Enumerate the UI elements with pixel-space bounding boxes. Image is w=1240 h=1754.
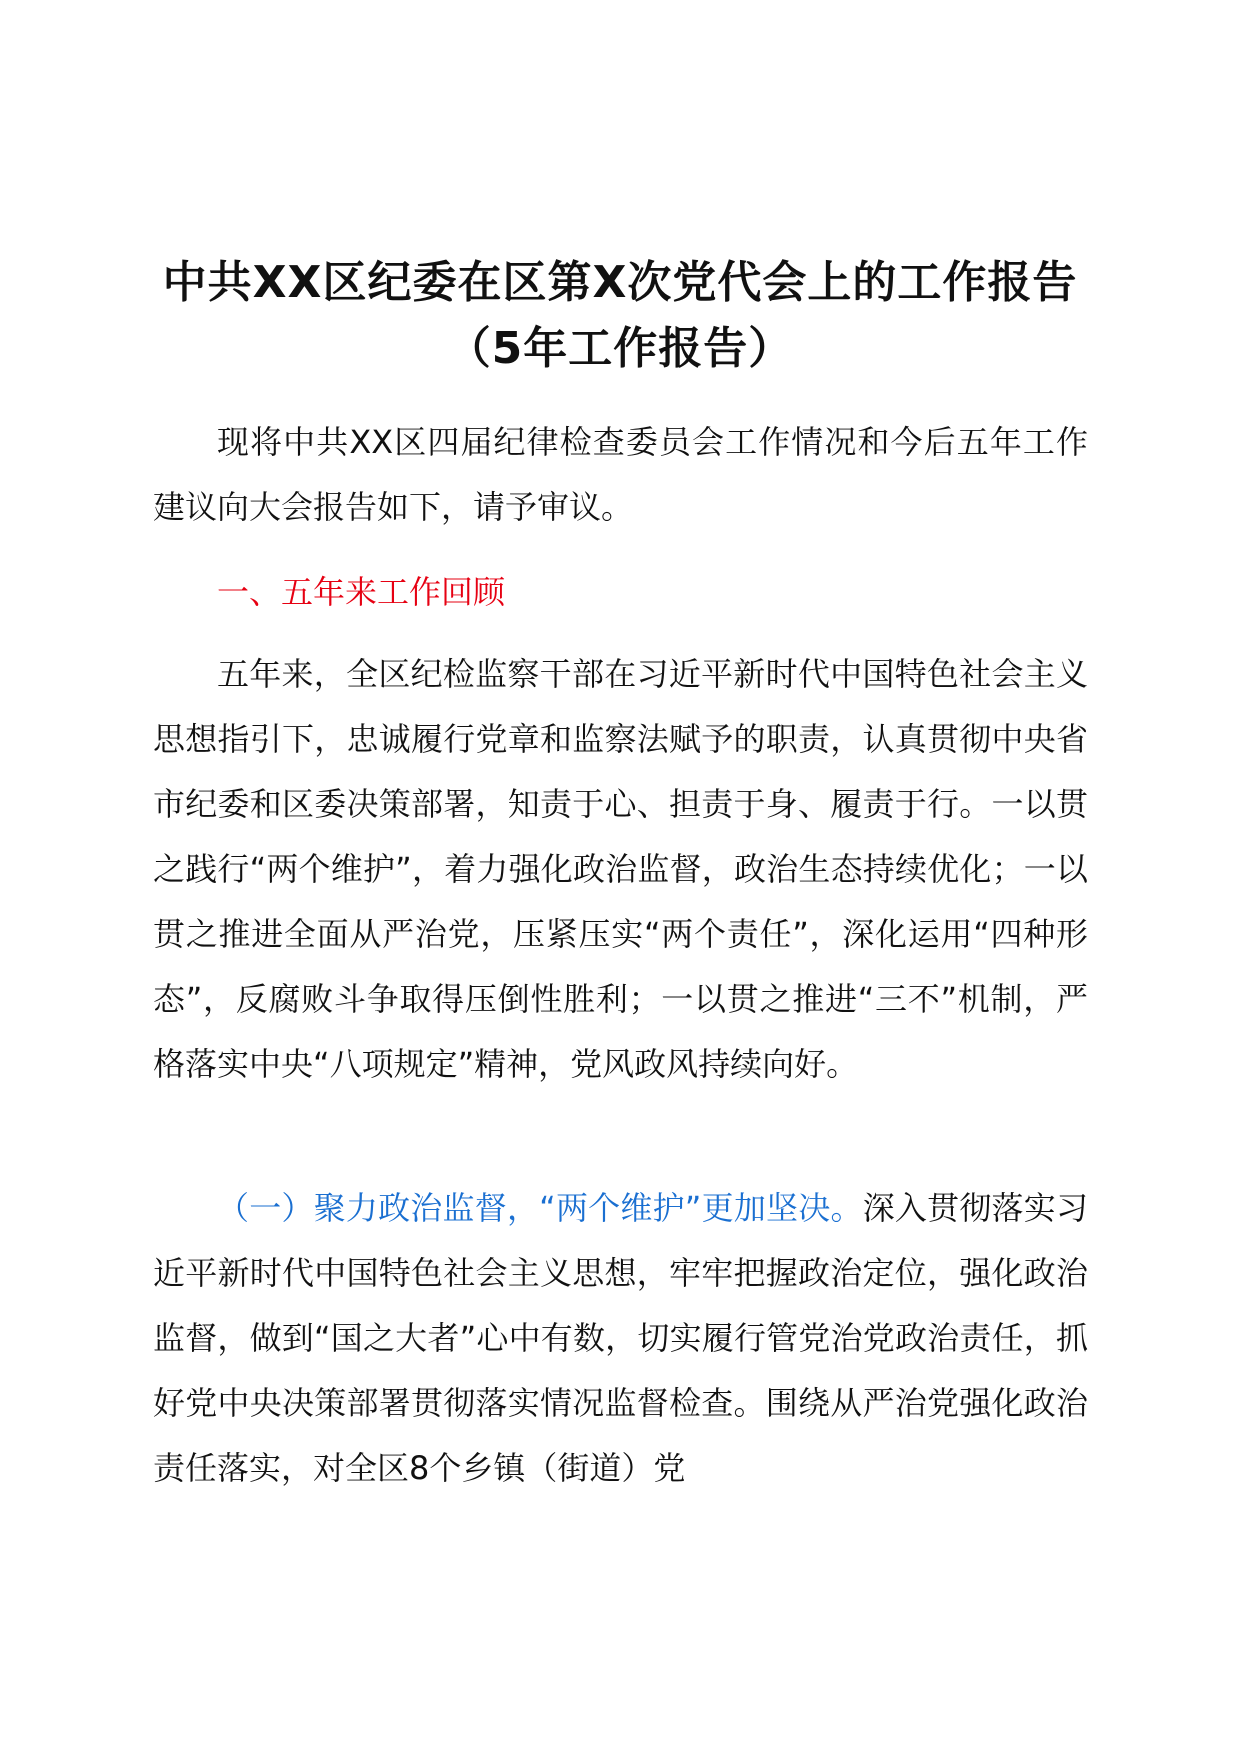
- document-title: 中共XX区纪委在区第X次党代会上的工作报告（5年工作报告）: [162, 257, 1078, 374]
- review-paragraph: 五年来，全区纪检监察干部在习近平新时代中国特色社会主义思想指引下，忠诚履行党章和监察法赋予的职责，认真贯彻中央省市纪委和区委决策部署，知责于心、担责于身、履责于行。一以贯之践行“两个维护”，着力强化政治监督，政治生态持续优化；一以贯之推进全面从严治党，压紧压实“两个责任”，深化运用“四种形态”，反腐败斗争取得压倒性胜利；一以贯之推进“三不”机制，严格落实中央“八项规定”精神，党风政风持续向好。: [153, 655, 1088, 1083]
- subsection-heading: （一）聚力政治监督，“两个维护”更加坚决。: [217, 1189, 863, 1227]
- subsection-body: 深入贯彻落实习近平新时代中国特色社会主义思想，牢牢把握政治定位，强化政治监督，做到“国之大者”心中有数，切实履行管党治党政治责任，抓好党中央决策部署贯彻落实情况监督检查。围绕从严治党强化政治责任落实，对全区8个乡镇（街道）党: [153, 1189, 1088, 1487]
- intro-paragraph: 现将中共XX区四届纪律检查委员会工作情况和今后五年工作建议向大会报告如下，请予审议。: [153, 423, 1088, 526]
- section-heading-review: 一、五年来工作回顾: [217, 573, 506, 611]
- subsection-paragraph-political-supervision: [153, 1176, 1088, 1501]
